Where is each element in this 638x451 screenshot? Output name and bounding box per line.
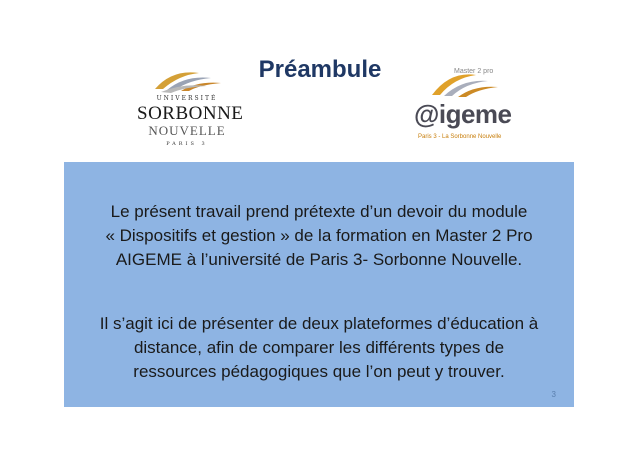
paragraph-line: ressources pédagogiques que l’on peut y trouver. — [133, 362, 505, 381]
logo-left-line4: PARIS 3 — [166, 141, 208, 147]
paragraph-intro — [64, 200, 574, 272]
paragraph-line: distance, afin de comparer les différents types de — [133, 338, 505, 357]
logo-right-name: @igeme — [414, 99, 512, 129]
logo-right-master: Master 2 pro — [454, 68, 494, 75]
paragraph-line: AIGEME à l’université de Paris 3- Sorbonne Nouvelle. — [115, 250, 523, 269]
paragraph-line: « Dispositifs et gestion » de la formation en Master 2 Pro — [105, 226, 533, 245]
content-panel — [64, 162, 574, 407]
logo-left-line2: SORBONNE — [137, 103, 244, 124]
aigeme-logo — [410, 65, 524, 147]
paragraph-line: Le présent travail prend prétexte d’un devoir du module — [110, 202, 528, 221]
logo-left-line1: UNIVERSITÉ — [156, 95, 218, 102]
paragraph-line: Il s’agit ici de présenter de deux plateformes d’éducation à — [99, 314, 539, 333]
sorbonne-nouvelle-logo — [137, 65, 244, 150]
page-number: 3 — [551, 390, 556, 399]
logo-left-line3: NOUVELLE — [148, 123, 226, 138]
paragraph-purpose — [64, 312, 574, 384]
slide-title: Préambule — [258, 56, 382, 83]
sorbonne-emblem-icon — [137, 65, 237, 95]
logo-right-sub: Paris 3 - La Sorbonne Nouvelle — [418, 134, 502, 140]
